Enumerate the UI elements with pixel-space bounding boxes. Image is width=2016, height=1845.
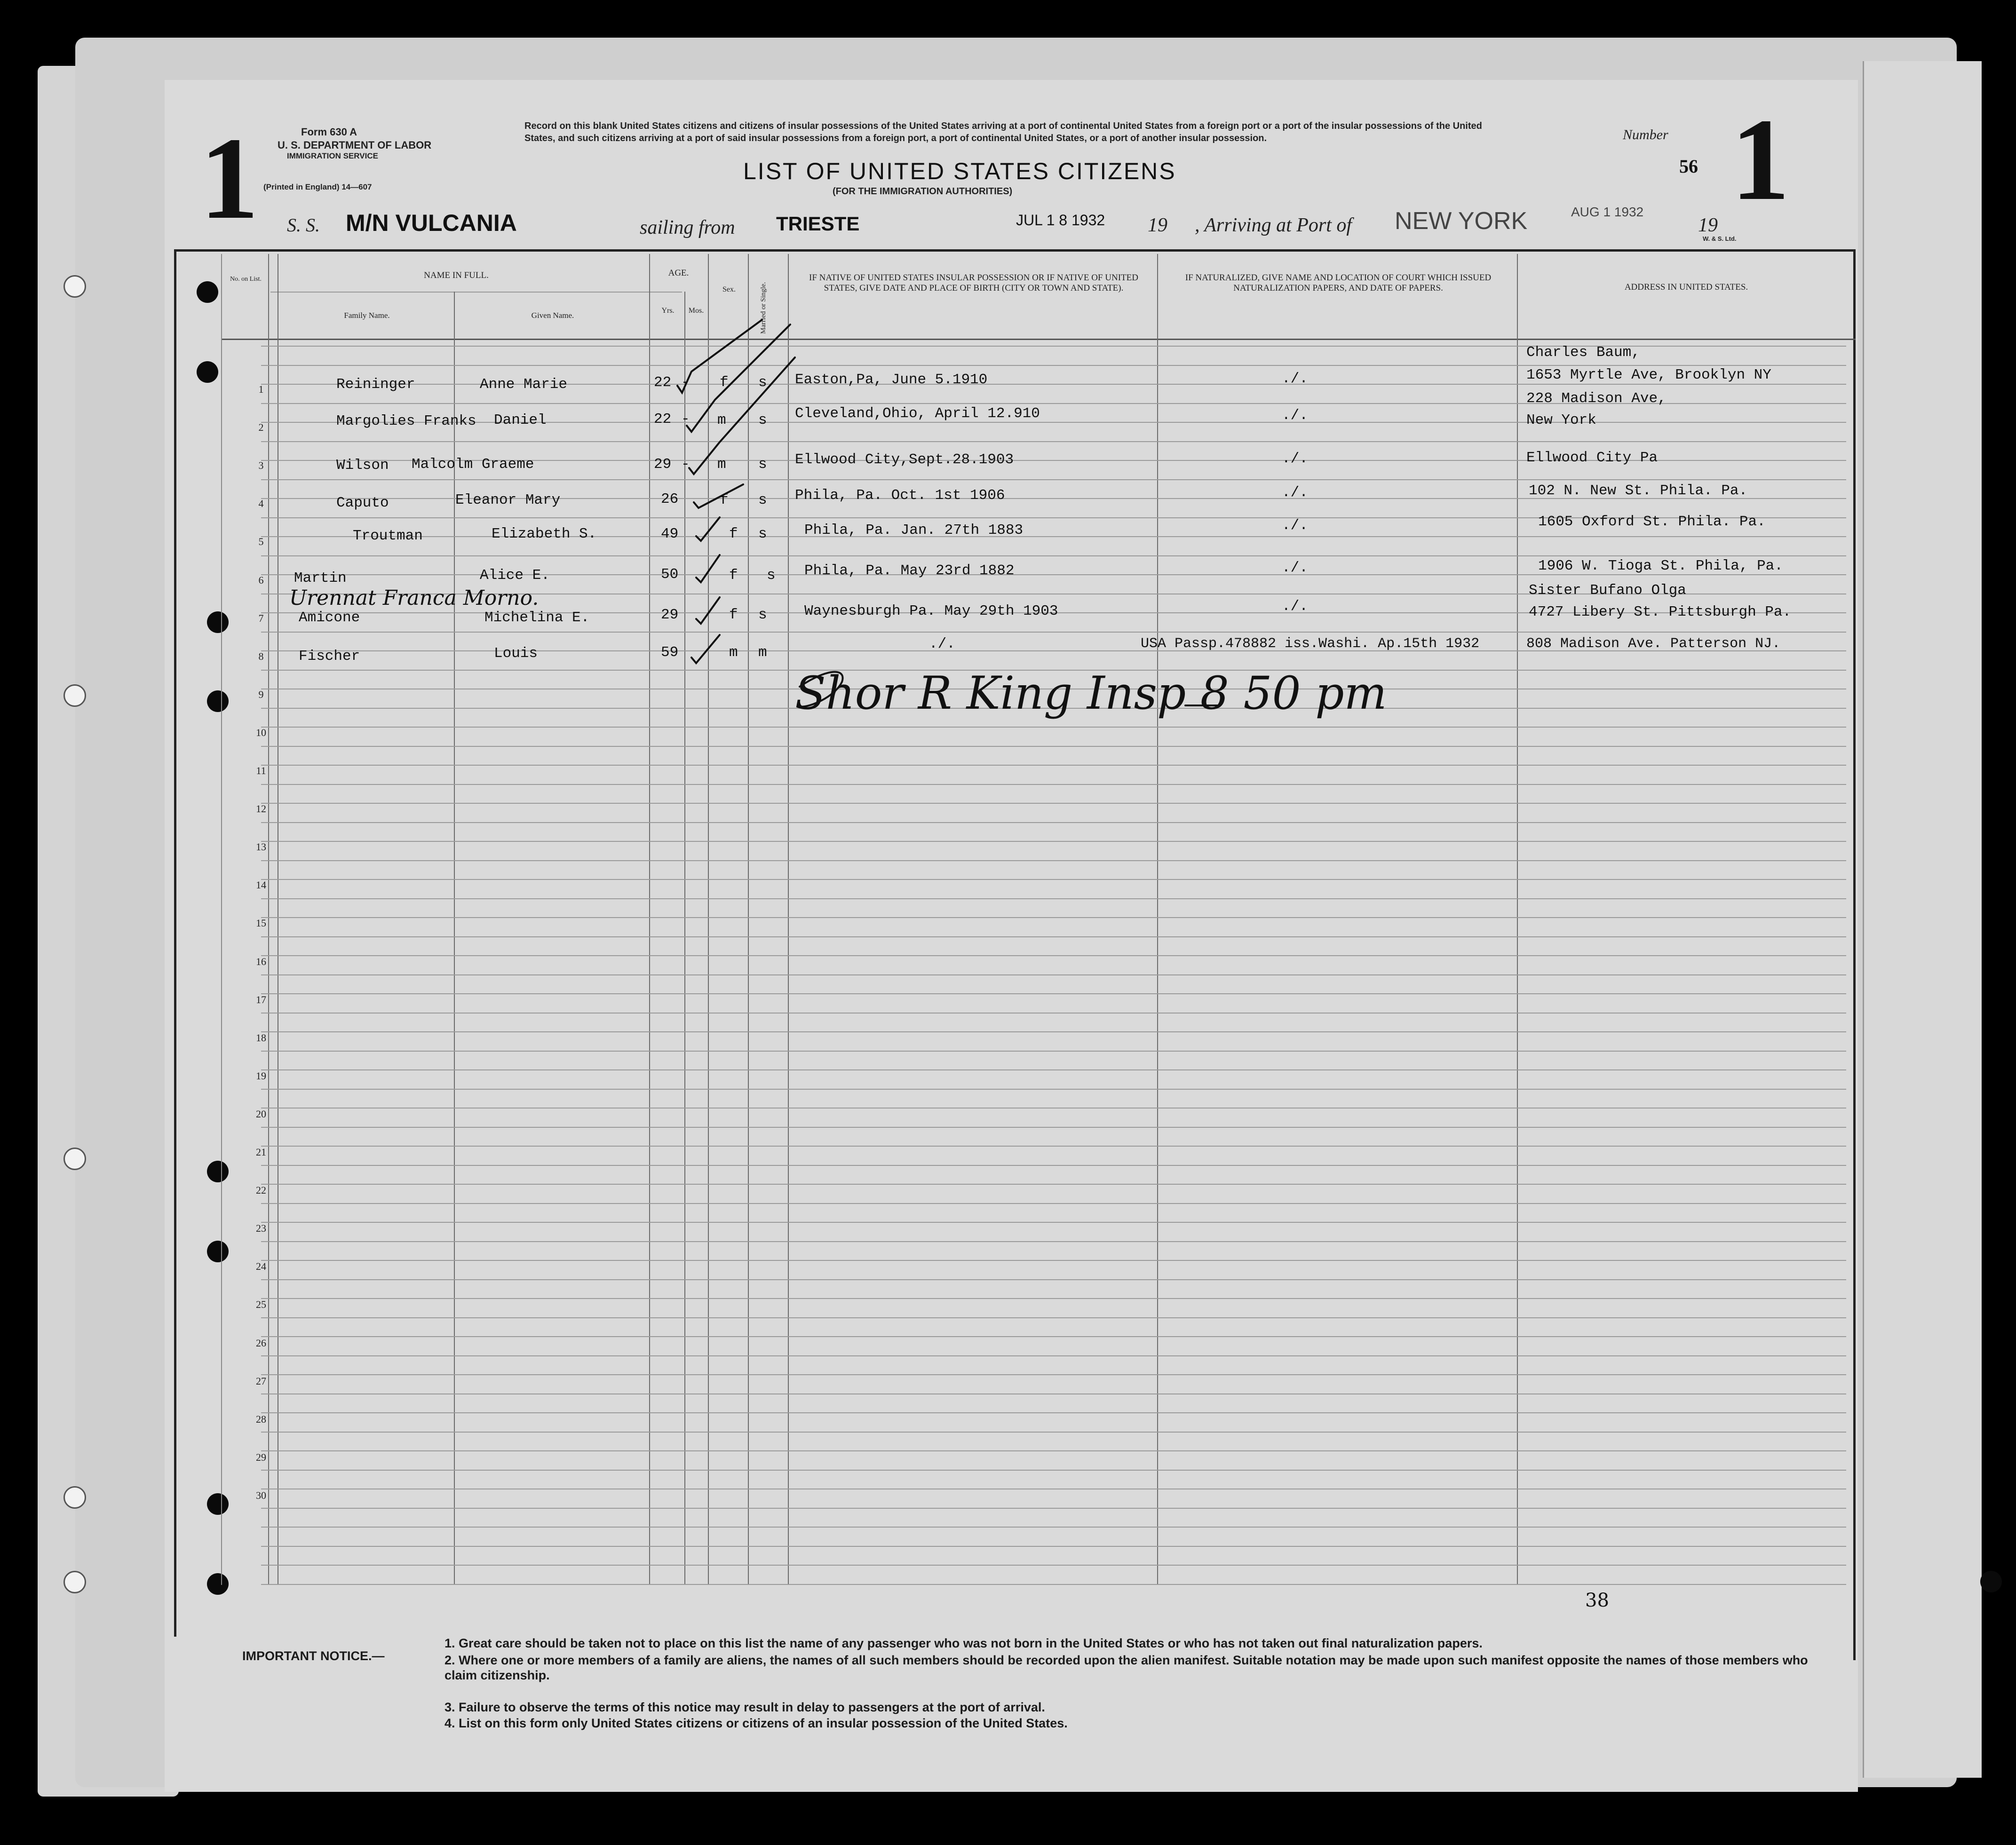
- row-number: 1: [258, 383, 264, 395]
- birth-place-date: Phila, Pa. Oct. 1st 1906: [795, 487, 1005, 504]
- address-line: Charles Baum,: [1526, 344, 1640, 361]
- row-number: 27: [256, 1375, 266, 1387]
- birth-place-date: Ellwood City,Sept.28.1903: [795, 451, 1014, 468]
- header-no-on-list: No. on List.: [230, 276, 262, 283]
- age-months: -: [681, 411, 690, 428]
- row-number: 22: [256, 1184, 266, 1196]
- header-married-single: Married or Single.: [760, 282, 767, 334]
- row-number: 13: [256, 841, 266, 853]
- number-label: Number: [1623, 127, 1668, 143]
- row-number: 17: [256, 994, 266, 1006]
- header-name-in-full: NAME IN FULL.: [424, 270, 489, 280]
- given-name: Alice E.: [480, 567, 550, 584]
- given-name: Malcolm Graeme: [412, 456, 534, 473]
- family-name: Caputo: [336, 495, 389, 511]
- page-title: LIST OF UNITED STATES CITIZENS: [743, 158, 1176, 184]
- family-name: Reininger: [336, 376, 415, 393]
- header-age-months: Mos.: [688, 307, 704, 315]
- sex: f: [729, 526, 738, 542]
- page-mark: 38: [1585, 1590, 1609, 1611]
- address-line: Sister Bufano Olga: [1529, 582, 1686, 599]
- age-months: -: [681, 374, 690, 391]
- given-name: Eleanor Mary: [455, 492, 561, 508]
- family-name: Amicone: [299, 610, 360, 626]
- header-sex: Sex.: [722, 285, 736, 293]
- arrival-date: AUG 1 1932: [1571, 205, 1644, 219]
- age-years: 49: [661, 526, 679, 542]
- naturalization: ./.: [1282, 371, 1308, 387]
- family-name: Margolies Franks: [336, 413, 476, 429]
- row-number: 25: [256, 1299, 266, 1310]
- given-name: Elizabeth S.: [492, 526, 597, 542]
- birth-place-date: Phila, Pa. May 23rd 1882: [804, 562, 1015, 579]
- given-name: Daniel: [494, 412, 547, 428]
- row-number: 8: [258, 650, 264, 662]
- marital-status: s: [758, 374, 767, 391]
- age-years: 29: [661, 607, 679, 623]
- row-number: 15: [256, 917, 266, 929]
- row-number: 10: [256, 727, 266, 738]
- row-number: 24: [256, 1260, 266, 1272]
- row-number: 29: [256, 1451, 266, 1463]
- inspector-signature: Shor R King Insp 8 50 pm: [795, 667, 1387, 720]
- ss-label: S. S.: [287, 214, 320, 236]
- ship-name: M/N VULCANIA: [346, 210, 517, 236]
- sex: f: [720, 374, 729, 391]
- naturalization: ./.: [1282, 484, 1308, 501]
- handwritten-name-note: Urennat Franca Morno.: [289, 586, 539, 610]
- age-years: 29: [654, 456, 672, 473]
- header-native-birth: IF NATIVE OF UNITED STATES INSULAR POSSESSION OR IF NATIVE OF UNITED STATES, GIVE DATE AND PLACE OF BIRTH (CITY OR TOWN AND STATE).: [809, 273, 1138, 293]
- row-number: 21: [256, 1146, 266, 1158]
- marital-status: m: [758, 644, 767, 661]
- sheet-number-left: 1: [200, 113, 259, 244]
- marital-status: s: [758, 526, 767, 542]
- notice-item: 1. Great care should be taken not to place on this list the name of any passenger who was not born in the United States or who has not taken out final naturalization papers.: [444, 1636, 1483, 1650]
- service: IMMIGRATION SERVICE: [287, 151, 378, 160]
- row-number: 14: [256, 879, 266, 891]
- birth-place-date: Phila, Pa. Jan. 27th 1883: [804, 522, 1024, 538]
- row-number: 7: [258, 612, 264, 624]
- age-years: 59: [661, 644, 679, 661]
- port-from: TRIESTE: [776, 213, 860, 235]
- printer-mark: W. & S. Ltd.: [1703, 235, 1737, 242]
- row-number: 16: [256, 956, 266, 967]
- birth-place-date: Waynesburgh Pa. May 29th 1903: [804, 603, 1058, 619]
- form-instructions: Record on this blank United States citizens and citizens of insular possessions of the United States arriving at a port of continental United States from a foreign port or a port of the insular possessions of the United States, and such citizens arriving at a port of said insular possessions from a foreign port, a port of continental United States, or a port of another insular possession.: [524, 121, 1482, 143]
- sex: m: [717, 412, 726, 428]
- address: 228 Madison Ave,: [1526, 390, 1667, 407]
- address: 4727 Libery St. Pittsburgh Pa.: [1529, 604, 1792, 620]
- notice-heading: IMPORTANT NOTICE.—: [242, 1649, 385, 1663]
- row-number: 30: [256, 1489, 266, 1501]
- notice-item: 2. Where one or more members of a family are aliens, the names of all such members should be recorded upon the alien manifest. Suitable notation may be made upon such manifest opposite the names of those members who claim citizenship.: [444, 1653, 1808, 1682]
- family-name: Wilson: [336, 457, 389, 474]
- address: 1906 W. Tioga St. Phila, Pa.: [1538, 558, 1783, 574]
- row-number: 26: [256, 1337, 266, 1349]
- arriving-label: , Arriving at Port of: [1195, 214, 1352, 236]
- sex: f: [729, 567, 738, 584]
- row-number: 3: [258, 459, 264, 471]
- list-number: 56: [1679, 156, 1698, 177]
- given-name: Michelina E.: [484, 610, 590, 626]
- given-name: Anne Marie: [480, 376, 568, 393]
- header-age: AGE.: [668, 268, 689, 278]
- row-number: 23: [256, 1222, 266, 1234]
- header-naturalized: IF NATURALIZED, GIVE NAME AND LOCATION OF COURT WHICH ISSUED NATURALIZATION PAPERS, AND DATE OF PAPERS.: [1185, 273, 1492, 293]
- row-number: 18: [256, 1032, 266, 1044]
- age-years: 26: [661, 491, 679, 507]
- marital-status: s: [767, 567, 776, 584]
- naturalization: ./.: [1282, 407, 1308, 424]
- birth-place-date: Cleveland,Ohio, April 12.910: [795, 405, 1040, 422]
- naturalization: ./.: [1282, 598, 1308, 615]
- notice-item: 4. List on this form only United States citizens or citizens of an insular possession of the United States.: [444, 1716, 1068, 1730]
- row-number: 6: [258, 574, 264, 586]
- address: Ellwood City Pa: [1526, 450, 1658, 466]
- birth-place-date: ./.: [929, 636, 955, 652]
- address: 102 N. New St. Phila. Pa.: [1529, 483, 1748, 499]
- address: 808 Madison Ave. Patterson NJ.: [1526, 636, 1781, 652]
- sex: f: [720, 492, 729, 508]
- row-number: 2: [258, 421, 264, 433]
- naturalization: USA Passp.478882 iss.Washi. Ap.15th 1932: [1141, 636, 1480, 652]
- notice-item: 3. Failure to observe the terms of this notice may result in delay to passengers at the port of arrival.: [444, 1700, 1045, 1714]
- port-to: NEW YORK: [1395, 207, 1528, 235]
- sailing-date: JUL 1 8 1932: [1016, 212, 1105, 229]
- sailing-label: sailing from: [640, 217, 735, 238]
- row-number: 12: [256, 803, 266, 815]
- sheet-number-right: 1: [1731, 95, 1790, 225]
- header-family-name: Family Name.: [344, 311, 390, 320]
- naturalization: ./.: [1282, 517, 1308, 534]
- age-years: 22: [654, 411, 672, 428]
- header-given-name: Given Name.: [531, 311, 574, 320]
- marital-status: s: [758, 412, 767, 428]
- row-number: 9: [258, 689, 264, 700]
- age-months: -: [681, 456, 690, 473]
- family-name: Martin: [294, 570, 347, 586]
- naturalization: ./.: [1282, 451, 1308, 467]
- family-name: Fischer: [299, 648, 360, 665]
- form-number: Form 630 A: [301, 126, 357, 138]
- sex: f: [729, 607, 738, 623]
- year-prefix: 19: [1698, 214, 1718, 236]
- printer-line: (Printed in England) 14—607: [263, 182, 372, 191]
- marital-status: s: [758, 456, 767, 473]
- department: U. S. DEPARTMENT OF LABOR: [278, 139, 432, 151]
- header-age-years: Yrs.: [661, 307, 675, 315]
- row-number: 5: [258, 536, 264, 547]
- year-prefix: 19: [1148, 214, 1167, 236]
- row-number: 11: [256, 765, 266, 776]
- marital-status: s: [758, 607, 767, 623]
- row-number: 4: [258, 498, 264, 509]
- naturalization: ./.: [1282, 560, 1308, 576]
- sex: m: [717, 456, 726, 473]
- family-name: Troutman: [353, 528, 423, 544]
- row-number: 20: [256, 1108, 266, 1120]
- address: 1653 Myrtle Ave, Brooklyn NY: [1526, 367, 1771, 383]
- header-address: ADDRESS IN UNITED STATES.: [1624, 282, 1748, 292]
- sex: m: [729, 644, 738, 661]
- marital-status: s: [758, 492, 767, 508]
- row-number: 28: [256, 1413, 266, 1425]
- address: 1605 Oxford St. Phila. Pa.: [1538, 514, 1766, 530]
- page-subtitle: (FOR THE IMMIGRATION AUTHORITIES): [833, 186, 1013, 197]
- address-line: New York: [1526, 412, 1596, 428]
- age-years: 50: [661, 566, 679, 583]
- row-number: 19: [256, 1070, 266, 1082]
- birth-place-date: Easton,Pa, June 5.1910: [795, 372, 988, 388]
- given-name: Louis: [494, 645, 538, 662]
- age-years: 22: [654, 374, 672, 391]
